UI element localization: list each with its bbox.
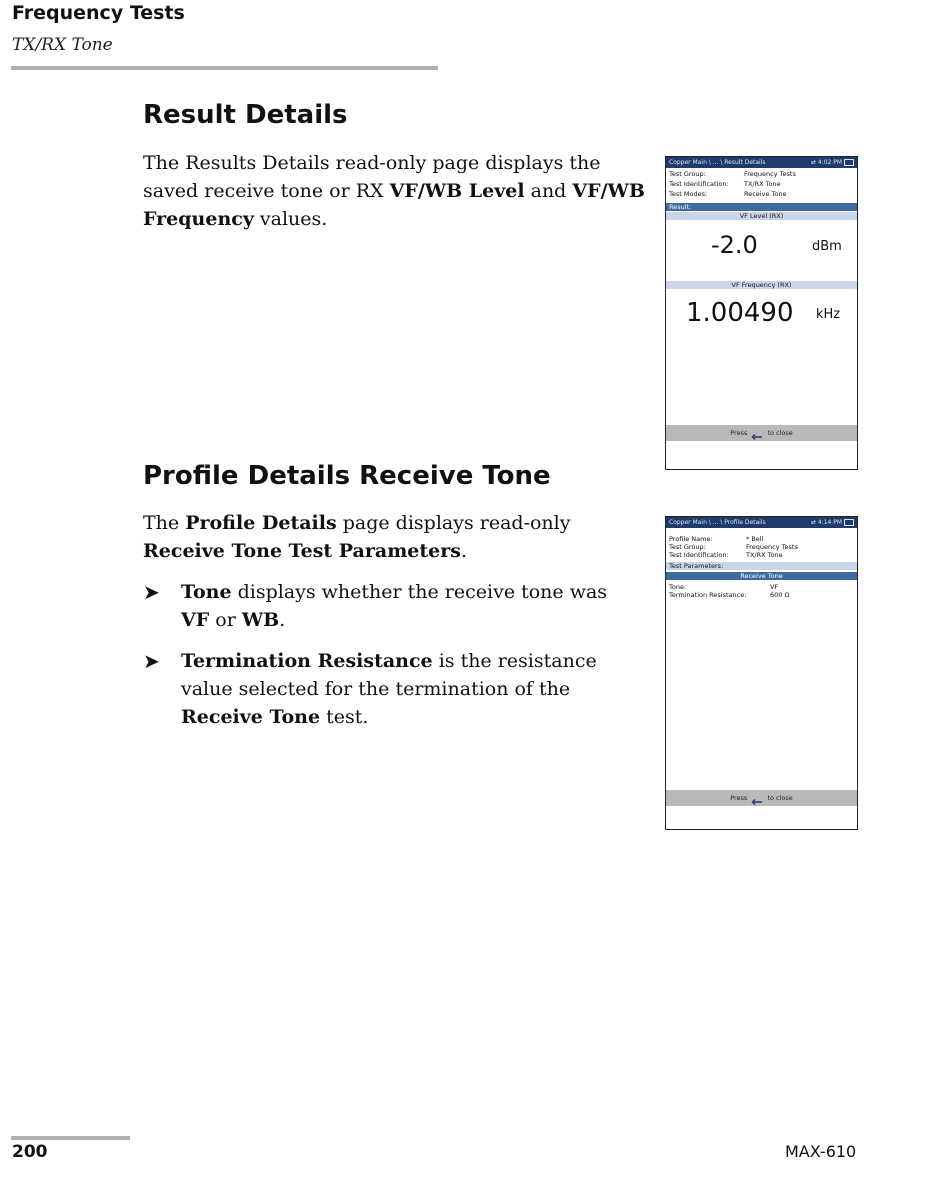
param-label: Tone: xyxy=(669,583,687,591)
text-run: The xyxy=(143,512,186,534)
level-unit: dBm xyxy=(812,239,842,254)
profile-details-paragraph xyxy=(143,509,648,565)
clock-time: 4:02 PM xyxy=(817,159,843,166)
close-hint-bar[interactable] xyxy=(666,790,857,806)
close-hint-bar[interactable] xyxy=(666,425,857,441)
param-label: Termination Resistance: xyxy=(669,591,747,599)
row-label: Profile Name: xyxy=(669,535,713,543)
receive-tone-band: Receive Tone xyxy=(666,572,857,580)
row-value: Receive Tone xyxy=(744,190,787,198)
text-run: is the resistance value selected for the termination of the xyxy=(181,650,597,700)
back-arrow-icon xyxy=(751,795,763,801)
test-parameters-band: Test Parameters: xyxy=(666,562,857,570)
bold-term: VF/WB Level xyxy=(389,180,525,202)
frequency-value: 1.00490 xyxy=(686,298,794,328)
text-run: values. xyxy=(253,208,328,230)
page-number: 200 xyxy=(12,1142,48,1162)
bold-term: Receive Tone xyxy=(181,706,321,728)
product-model: MAX-610 xyxy=(785,1142,857,1161)
text-run: or xyxy=(209,609,242,631)
press-label: Press xyxy=(730,794,748,802)
text-run: The Results Details read-only page displays the saved receive tone or RX xyxy=(143,152,601,202)
result-details-screenshot xyxy=(665,156,858,470)
press-label: Press xyxy=(730,429,748,437)
device-title-bar xyxy=(666,157,857,168)
row-label: Test Modes: xyxy=(669,190,708,198)
frequency-band: VF Frequency (RX) xyxy=(666,281,857,289)
battery-icon xyxy=(844,159,854,166)
result-details-paragraph xyxy=(143,149,658,233)
bold-term: Termination Resistance xyxy=(181,650,433,672)
close-label: to close xyxy=(767,429,793,437)
text-run: . xyxy=(279,609,286,631)
row-label: Test Group: xyxy=(669,170,706,178)
bold-term: VF/WB Frequency xyxy=(143,180,645,230)
row-value: * Bell xyxy=(746,535,764,543)
close-label: to close xyxy=(767,794,793,802)
profile-details-screenshot xyxy=(665,516,858,830)
bold-term: Profile Details xyxy=(185,512,337,534)
back-arrow-icon xyxy=(751,430,763,436)
text-run: page displays read-only xyxy=(336,512,571,534)
bold-term: VF xyxy=(181,609,210,631)
chapter-title: Frequency Tests xyxy=(12,2,185,24)
section-subtitle: TX/RX Tone xyxy=(12,35,113,55)
row-label: Test Group: xyxy=(669,543,706,551)
header-rule xyxy=(11,66,438,70)
text-run: . xyxy=(460,540,467,562)
text-run: and xyxy=(524,180,573,202)
sync-icon: ⇄ xyxy=(810,519,816,526)
row-value: Frequency Tests xyxy=(746,543,798,551)
row-value: TX/RX Tone xyxy=(746,551,783,559)
bullet-arrow-icon: ➤ xyxy=(143,649,160,673)
level-value: -2.0 xyxy=(711,231,758,259)
result-details-heading: Result Details xyxy=(143,100,348,130)
param-value: VF xyxy=(770,583,779,591)
clock-time: 4:14 PM xyxy=(817,519,843,526)
breadcrumb: Copper Main \ ... \ Result Details xyxy=(669,159,766,166)
level-band: VF Level (RX) xyxy=(666,212,857,220)
profile-details-heading: Profile Details Receive Tone xyxy=(143,461,551,491)
result-band: Result: xyxy=(666,203,857,211)
device-title-bar xyxy=(666,517,857,528)
row-value: Frequency Tests xyxy=(744,170,796,178)
footer-rule xyxy=(11,1136,130,1140)
text-run: displays whether the receive tone was xyxy=(231,581,608,603)
battery-icon xyxy=(844,519,854,526)
bold-term: Receive Tone Test Parameters xyxy=(143,540,461,562)
breadcrumb: Copper Main \ ... \ Profile Details xyxy=(669,519,766,526)
bold-term: WB xyxy=(241,609,280,631)
bullet-termination xyxy=(181,647,651,731)
bullet-arrow-icon: ➤ xyxy=(143,580,160,604)
frequency-unit: kHz xyxy=(816,307,841,322)
row-label: Test Identification: xyxy=(669,180,729,188)
bold-term: Tone xyxy=(181,581,232,603)
bullet-tone xyxy=(181,578,621,634)
row-value: TX/RX Tone xyxy=(744,180,781,188)
param-value: 600 Ω xyxy=(770,591,790,599)
sync-icon: ⇄ xyxy=(810,159,816,166)
row-label: Test Identification: xyxy=(669,551,729,559)
text-run: test. xyxy=(320,706,369,728)
